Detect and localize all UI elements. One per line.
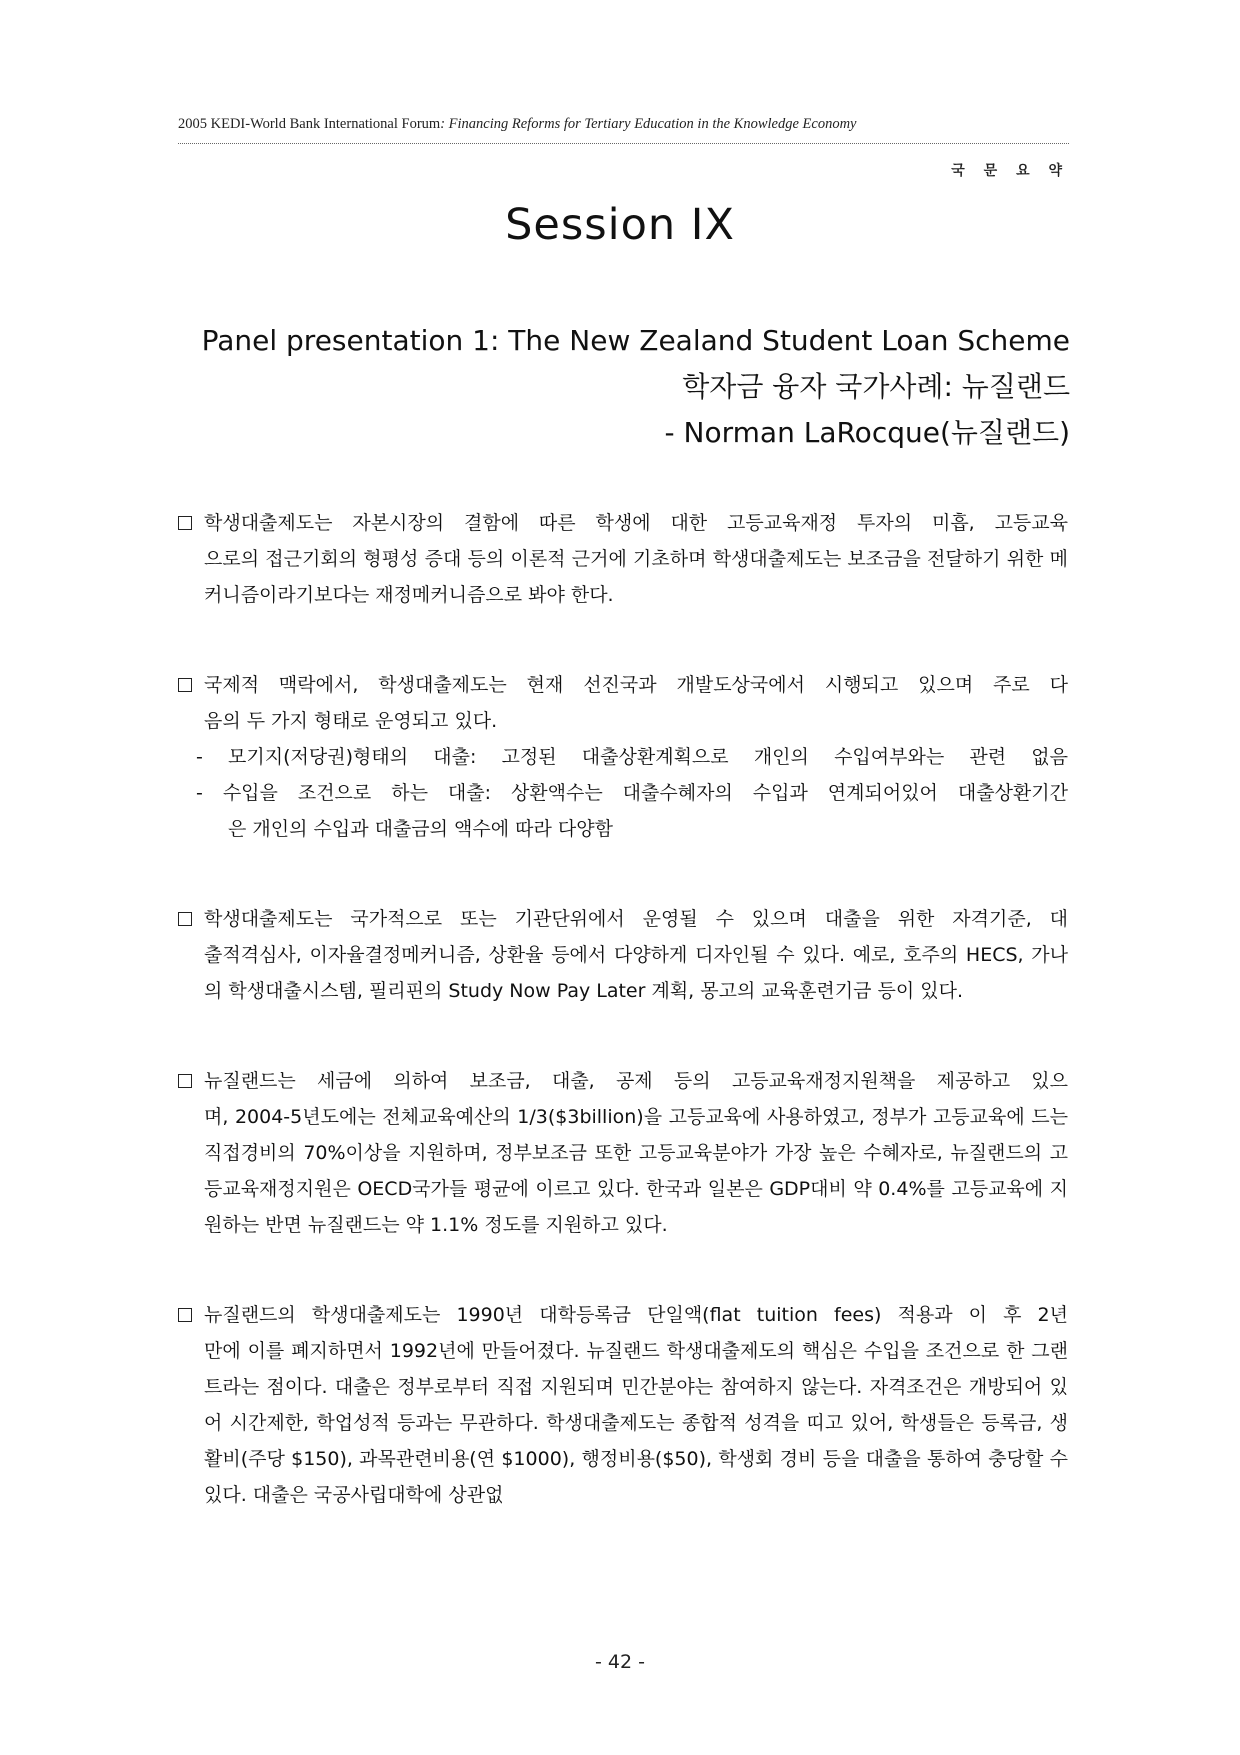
summary-paragraph [178,667,1068,847]
summary-label: 국 문 요 약 [951,163,1069,179]
summary-paragraph [178,1297,1068,1513]
paragraph-text: 만에 이를 폐지하면서 1992년에 만들어졌다. 뉴질랜드 학생대출제도의 핵심은 수입을 조건으로 한 그랜트라는 점이다. 대출은 정부로부터 직접 지원되며 민간분야는 참여하지 않는다. 자격조건은 개방되어 있어 시간제한, 학업성적 등과는 무관하다. 학생대출제도는 종합적 성격을 띠고 있어, 학생들은 등록금, 생활비(주당 $150), 과목관련비용(연 $1000), 행정비용($50), 학생회 경비 등을 대출을 통하여 충당할 수 있다. 대출은 국공사립대학에 상관없 [204,1340,1068,1506]
dash-bullet-continuation: 은 개인의 수입과 대출금의 액수에 따라 다양함 [228,818,613,840]
running-header [178,116,1068,133]
header-divider [178,143,1069,144]
summary-paragraph [178,1063,1068,1243]
session-title: Session IX [505,200,735,250]
checkbox-bullet-icon [178,912,192,926]
paragraph-first-line: 국제적 맥락에서, 학생대출제도는 현재 선진국과 개발도상국에서 시행되고 있으며 주로 다 [204,674,1068,696]
panel-title-korean: 학자금 융자 국가사례: 뉴질랜드 [682,370,1070,403]
forum-name: 2005 KEDI-World Bank International Forum [178,116,441,132]
paragraph-first-line: 뉴질랜드의 학생대출제도는 1990년 대학등록금 단일액(flat tuition fees) 적용과 이 후 2년 [204,1304,1068,1326]
summary-paragraph [178,505,1068,613]
paragraph-text: 으로의 접근기회의 형평성 증대 등의 이론적 근거에 기초하며 학생대출제도는 보조금을 전달하기 위한 메커니즘이라기보다는 재정메커니즘으로 봐야 한다. [204,548,1068,606]
panel-title-block [160,318,1070,456]
summary-body [178,505,1068,1567]
checkbox-bullet-icon [178,516,192,530]
checkbox-bullet-icon [178,1308,192,1322]
paragraph-first-line: 학생대출제도는 자본시장의 결함에 따른 학생에 대한 고등교육재정 투자의 미흡, 고등교육 [204,512,1068,534]
panel-title: Panel presentation 1: The New Zealand Student Loan Scheme [201,324,1070,357]
dash-bullet-item: - 모기지(저당권)형태의 대출: 고정된 대출상환계획으로 개인의 수입여부와는 관련 없음 [196,746,1068,768]
paragraph-first-line: 뉴질랜드는 세금에 의하여 보조금, 대출, 공제 등의 고등교육재정지원책을 제공하고 있으 [204,1070,1068,1092]
summary-paragraph [178,901,1068,1009]
page-number: - 42 - [595,1651,645,1673]
dash-bullet-item: - 수입을 조건으로 하는 대출: 상환액수는 대출수혜자의 수입과 연계되어있어 대출상환기간 [196,782,1068,804]
paragraph-text: 출적격심사, 이자율결정메커니즘, 상환율 등에서 다양하게 디자인될 수 있다. 예로, 호주의 HECS, 가나의 학생대출시스템, 필리핀의 Study Now Pay Later 계획, 몽고의 교육훈련기금 등이 있다. [204,944,1068,1002]
paragraph-text: 며, 2004-5년도에는 전체교육예산의 1/3($3billion)을 고등교육에 사용하였고, 정부가 고등교육에 드는 직접경비의 70%이상을 지원하며, 정부보조금 또한 고등교육분야가 가장 높은 수혜자로, 뉴질랜드의 고등교육재정지원은 OECD국가들 평균에 이르고 있다. 한국과 일본은 GDP대비 약 0.4%를 고등교육에 지원하는 반면 뉴질랜드는 약 1.1% 정도를 지원하고 있다. [204,1106,1068,1236]
checkbox-bullet-icon [178,1074,192,1088]
forum-subtitle: : Financing Reforms for Tertiary Education in the Knowledge Economy [440,116,857,132]
checkbox-bullet-icon [178,678,192,692]
paragraph-first-line: 학생대출제도는 국가적으로 또는 기관단위에서 운영될 수 있으며 대출을 위한 자격기준, 대 [204,908,1068,930]
paragraph-text: 음의 두 가지 형태로 운영되고 있다. [204,710,498,732]
presenter-name: - Norman LaRocque(뉴질랜드) [664,416,1070,449]
